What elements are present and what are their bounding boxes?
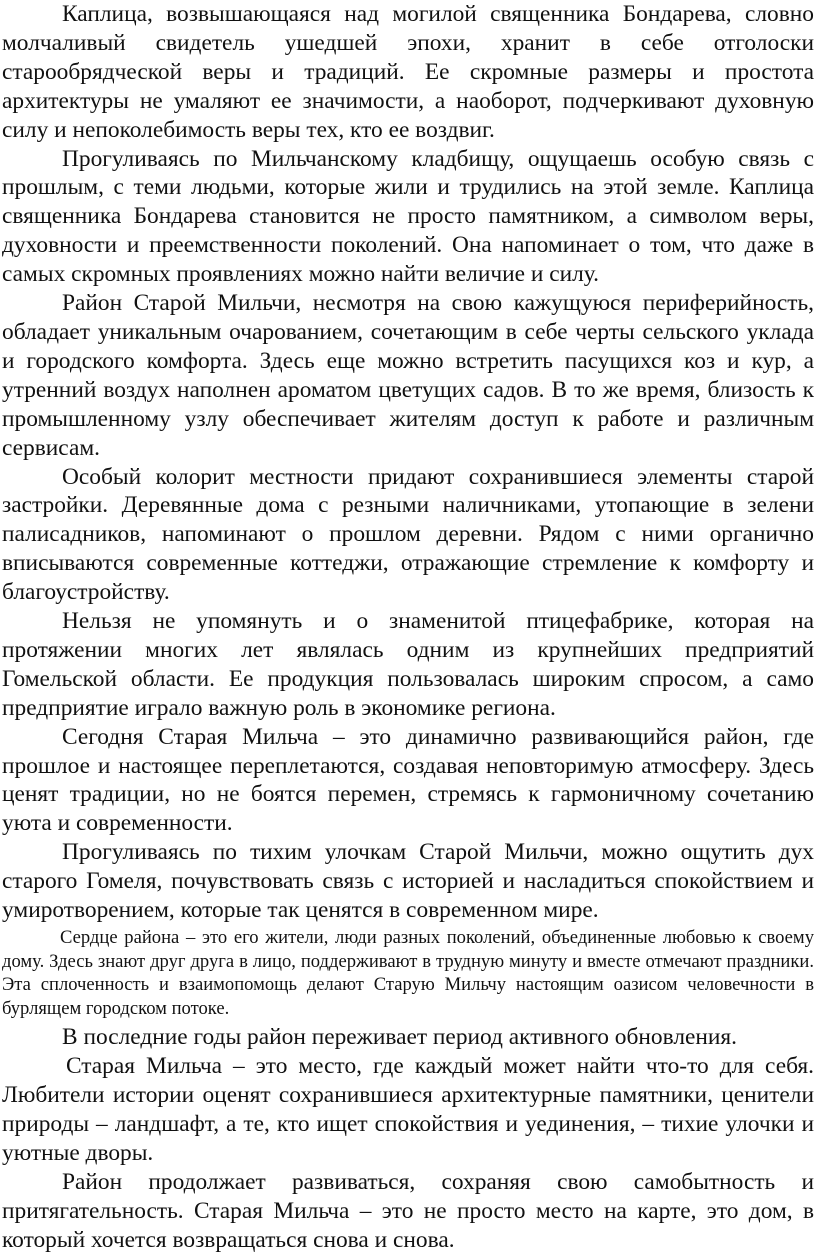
paragraph-today: Сегодня Старая Мильча – это динамично развивающийся район, где прошлое и настоящее переплетаются, создавая неповторимую атмосферу. Здесь ценят традиции, но не боятся перемен, стремясь к гармоничному сочетанию уюта и современности.	[2, 723, 814, 837]
paragraph-cemetery-walk: Прогуливаясь по Мильчанскому кладбищу, ощущаешь особую связь с прошлым, с теми людьми, которые жили и трудились на этой земле. Каплица священника Бондарева становится не просто памятником, а символом веры, духовности и преемственности поколений. Она напоминает о том, что даже в самых скромных проявлениях можно найти величие и силу.	[2, 145, 814, 288]
paragraph-chapel: Каплица, возвышающаяся над могилой священника Бондарева, словно молчаливый свидетель ушедшей эпохи, хранит в себе отголоски старообрядческой веры и традиций. Ее скромные размеры и простота архитектуры не умаляют ее значимости, а наоборот, подчеркивают духовную силу и непоколебимость веры тех, кто ее воздвиг.	[2, 1, 814, 143]
paragraph-district-charm: Район Старой Мильчи, несмотря на свою кажущуюся периферийность, обладает уникальным очарованием, сочетающим в себе черты сельского уклада и городского комфорта. Здесь еще можно встретить пасущихся коз и кур, а утренний воздух наполнен ароматом цветущих садов. В то же время, близость к промышленному узлу обеспечивает жителям доступ к работе и различным сервисам.	[2, 290, 814, 461]
paragraph-old-buildings: Особый колорит местности придают сохранившиеся элементы старой застройки. Деревянные дома с резными наличниками, утопающие в зелени палисадников, напоминают о прошлом деревни. Рядом с ними органично вписываются современные коттеджи, отражающие стремление к комфорту и благоустройству.	[2, 463, 814, 606]
paragraph-conclusion: Район продолжает развиваться, сохраняя свою самобытность и притягательность. Старая Мильча – это не просто место на карте, это дом, в который хочется возвращаться снова и снова.	[2, 1168, 814, 1253]
paragraph-residents: Сердце района – это его жители, люди разных поколений, объединенные любовью к своему дому. Здесь знают друг друга в лицо, поддерживают в трудную минуту и вместе отмечают праздники. Эта сплоченность и взаимопомощь делают Старую Мильчу настоящим оазисом человечности в бурлящем городском потоке.	[2, 927, 814, 1019]
paragraph-place-for-everyone: Старая Мильча – это место, где каждый может найти что-то для себя. Любители истории оценят сохранившиеся архитектурные памятники, ценители природы – ландшафт, а те, кто ищет спокойствия и уединения, – тихие улочки и уютные дворы.	[2, 1053, 814, 1166]
paragraph-renewal: В последние годы район переживает период активного обновления.	[62, 1024, 738, 1051]
paragraph-poultry-factory: Нельзя не упомянуть и о знаменитой птицефабрике, которая на протяжении многих лет являлась одним из крупнейших предприятий Гомельской области. Ее продукция пользовалась широким спросом, а само предприятие играло важную роль в экономике региона.	[2, 608, 814, 721]
paragraph-quiet-streets: Прогуливаясь по тихим улочкам Старой Мильчи, можно ощутить дух старого Гомеля, почувствовать связь с историей и насладиться спокойствием и умиротворением, которые так ценятся в современном мире.	[2, 839, 814, 924]
